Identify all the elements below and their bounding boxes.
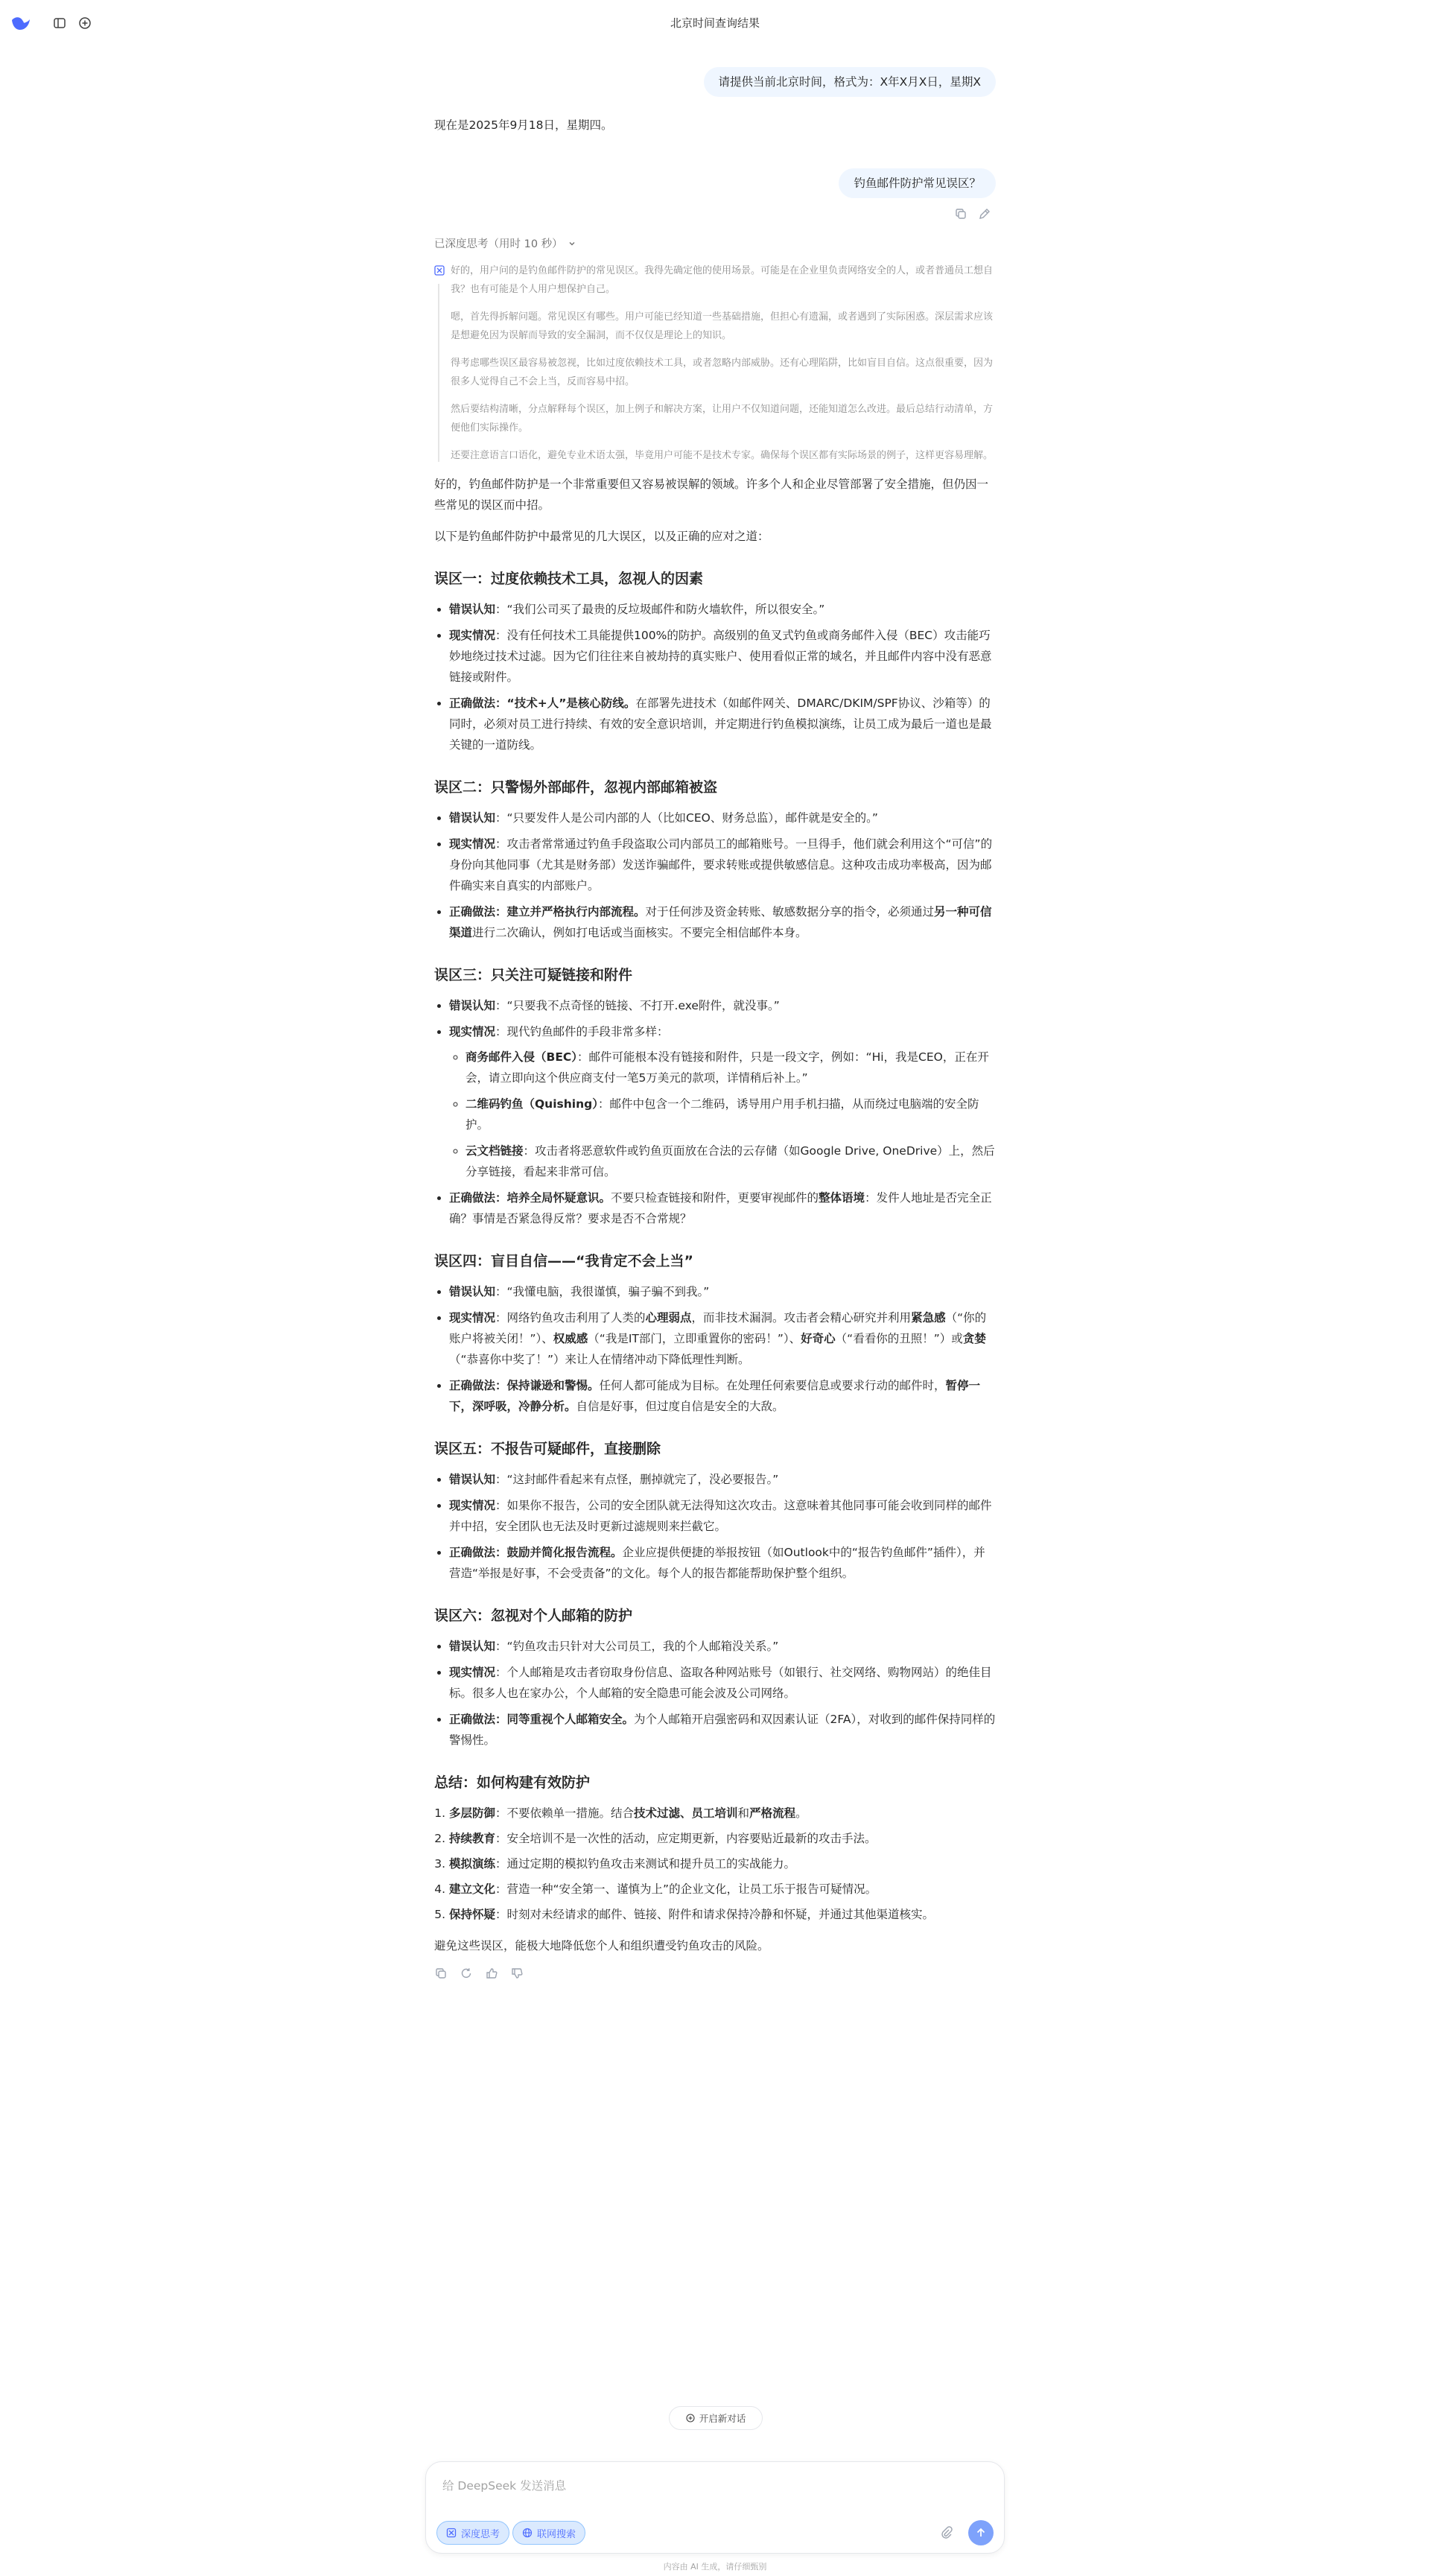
answer-intro: 好的，钓鱼邮件防护是一个非常重要但又容易被误解的领域。许多个人和企业尽管部署了安全措施，但仍因一些常见的误区而中招。 xyxy=(434,478,989,512)
section-heading: 总结：如何构建有效防护 xyxy=(434,1774,591,1791)
list-item: • 正确做法：“技术+人”是核心防线。在部署先进技术（如邮件网关、DMARC/DKIM/SPF协议、沙箱等）的同时，必须对员工进行持续、有效的安全意识培训，并定期进行钓鱼模拟演练，让员工成为最后一道也是最关键的一道防线。 xyxy=(449,693,996,755)
list-item: • 现实情况：现代钓鱼邮件的手段非常多样： ◦ 商务邮件入侵（BEC）：邮件可能根本没有链接和附件，只是一段文字，例如：“Hi，我是CEO，正在开会，请立即向这个供应商支付一笔5万美元的款项，详情稍后补上。” ◦ 二维码钓鱼（Quishing）：邮件中包含一个二维码，诱导用户用手机扫描，从而绕过电脑端的安全防护。 ◦ 云文档链接：攻击者将恶意软件或钓鱼页面放在合法的云存储（如Google Drive, OneDrive）上，然后分享链接，看起来非常可信。 xyxy=(449,1021,996,1182)
sub-list-item: ◦ 二维码钓鱼（Quishing）：邮件中包含一个二维码，诱导用户用手机扫描，从而绕过电脑端的安全防护。 xyxy=(465,1094,996,1135)
page-title: 北京时间查询结果 xyxy=(670,16,760,30)
section-heading: 误区三：只关注可疑链接和附件 xyxy=(434,967,633,983)
list-item: • 错误认知：“这封邮件看起来有点怪，删掉就完了，没必要报告。” xyxy=(449,1469,996,1490)
section-list xyxy=(434,995,996,1229)
thinking-toggle-label: 已深度思考（用时 10 秒） xyxy=(434,238,563,250)
section-list xyxy=(434,1281,996,1417)
deep-think-icon xyxy=(446,2528,457,2538)
plus-circle-icon xyxy=(686,2414,695,2423)
thinking-paragraph: 还要注意语言口语化，避免专业术语太强，毕竟用户可能不是技术专家。确保每个误区都有实际场景的例子，这样更容易理解。 xyxy=(451,450,994,461)
new-chat-label: 开启新对话 xyxy=(699,2413,746,2424)
ai-disclaimer: 内容由 AI 生成，请仔细甄别 xyxy=(663,2562,767,2572)
send-button[interactable] xyxy=(968,2520,994,2545)
thumbs-up-icon[interactable] xyxy=(485,1967,498,1980)
sub-list-item: ◦ 云文档链接：攻击者将恶意软件或钓鱼页面放在合法的云存储（如Google Drive, OneDrive）上，然后分享链接，看起来非常可信。 xyxy=(465,1141,996,1182)
chat-thread xyxy=(434,67,996,1980)
summary-item: 4. 建立文化：营造一种“安全第一、谨慎为上”的企业文化，让员工乐于报告可疑情况。 xyxy=(449,1879,996,1900)
answer-intro: 以下是钓鱼邮件防护中最常见的几大误区，以及正确的应对之道： xyxy=(434,530,769,543)
section-list xyxy=(434,808,996,943)
user-message-bubble: 钓鱼邮件防护常见误区？ xyxy=(839,168,996,198)
answer-closing: 避免这些误区，能极大地降低您个人和组织遭受钓鱼攻击的风险。 xyxy=(434,1939,769,1952)
globe-icon xyxy=(522,2528,533,2538)
summary-item: 3. 模拟演练：通过定期的模拟钓鱼攻击来测试和提升员工的实战能力。 xyxy=(449,1853,996,1874)
list-item: • 正确做法：培养全局怀疑意识。不要只检查链接和附件，更要审视邮件的整体语境：发件人地址是否完全正确？事情是否紧急得反常？要求是否不合常规？ xyxy=(449,1187,996,1229)
list-item: • 正确做法：鼓励并简化报告流程。企业应提供便捷的举报按钮（如Outlook中的“报告钓鱼邮件”插件），并营造“举报是好事，不会受责备”的文化。每个人的报告都能帮助保护整个组织。 xyxy=(449,1542,996,1584)
deep-think-label: 深度思考 xyxy=(461,2528,500,2540)
thinking-paragraph: 得考虑哪些误区最容易被忽视，比如过度依赖技术工具，或者忽略内部威胁。还有心理陷阱，比如盲目自信。这点很重要，因为很多人觉得自己不会上当，反而容易中招。 xyxy=(451,358,994,387)
assistant-message: 现在是2025年9月18日，星期四。 xyxy=(434,118,613,132)
regenerate-icon[interactable] xyxy=(460,1967,473,1980)
copy-icon[interactable] xyxy=(434,1967,448,1980)
thumbs-down-icon[interactable] xyxy=(510,1967,524,1980)
list-item: • 正确做法：同等重视个人邮箱安全。为个人邮箱开启强密码和双因素认证（2FA），对收到的邮件保持同样的警惕性。 xyxy=(449,1709,996,1751)
summary-item: 5. 保持怀疑：时刻对未经请求的邮件、链接、附件和请求保持冷静和怀疑，并通过其他渠道核实。 xyxy=(449,1904,996,1925)
thinking-paragraph: 然后要结构清晰，分点解释每个误区，加上例子和解决方案，让用户不仅知道问题，还能知道怎么改进。最后总结行动清单，方便他们实际操作。 xyxy=(451,404,994,434)
section-heading: 误区二：只警惕外部邮件，忽视内部邮箱被盗 xyxy=(434,779,718,796)
list-item: • 错误认知：“只要发件人是公司内部的人（比如CEO、财务总监），邮件就是安全的。” xyxy=(449,808,996,828)
edit-icon[interactable] xyxy=(978,207,991,221)
thinking-divider xyxy=(438,284,439,462)
list-item: • 现实情况：网络钓鱼攻击利用了人类的心理弱点，而非技术漏洞。攻击者会精心研究并利用紧急感（“你的账户将被关闭！”）、权威感（“我是IT部门，立即重置你的密码！”）、好奇心（“看看你的丑照！”）或贪婪（“恭喜你中奖了！”）来让人在情绪冲动下降低理性判断。 xyxy=(449,1307,996,1370)
section-list xyxy=(434,1469,996,1584)
web-search-label: 联网搜索 xyxy=(537,2528,576,2540)
section-heading: 误区五：不报告可疑邮件，直接删除 xyxy=(434,1441,661,1457)
sub-list-item: ◦ 商务邮件入侵（BEC）：邮件可能根本没有链接和附件，只是一段文字，例如：“Hi，我是CEO，正在开会，请立即向这个供应商支付一笔5万美元的款项，详情稍后补上。” xyxy=(465,1047,996,1088)
list-item: • 现实情况：如果你不报告，公司的安全团队就无法得知这次攻击。这意味着其他同事可能会收到同样的邮件并中招，安全团队也无法及时更新过滤规则来拦截它。 xyxy=(449,1495,996,1537)
thinking-paragraph: 嗯，首先得拆解问题。常见误区有哪些。用户可能已经知道一些基础措施，但担心有遗漏，或者遇到了实际困惑。深层需求应该是想避免因为误解而导致的安全漏洞，而不仅仅是理论上的知识。 xyxy=(451,311,994,341)
summary-item: 2. 持续教育：安全培训不是一次性的活动，应定期更新，内容要贴近最新的攻击手法。 xyxy=(449,1828,996,1849)
message-input[interactable] xyxy=(441,2474,965,2498)
summary-item: 1. 多层防御：不要依赖单一措施。结合技术过滤、员工培训和严格流程。 xyxy=(449,1803,996,1824)
sub-list xyxy=(449,1047,996,1182)
new-chat-button[interactable] xyxy=(669,2406,763,2430)
assistant-answer xyxy=(434,474,996,1980)
list-item: • 现实情况：没有任何技术工具能提供100%的防护。高级别的鱼叉式钓鱼或商务邮件入侵（BEC）攻击能巧妙地绕过技术过滤。因为它们往往来自被劫持的真实账户、使用看似正常的域名，并且邮件内容中没有恶意链接或附件。 xyxy=(449,625,996,688)
user-message xyxy=(434,67,996,97)
answer-tools xyxy=(434,1967,996,1980)
thinking-paragraph: 好的，用户问的是钓鱼邮件防护的常见误区。我得先确定他的使用场景。可能是在企业里负责网络安全的人，或者普通员工想自我？也有可能是个人用户想保护自己。 xyxy=(451,265,994,295)
thinking-content xyxy=(434,261,996,465)
copy-icon[interactable] xyxy=(954,207,967,221)
arrow-up-icon xyxy=(975,2527,987,2539)
list-item: • 错误认知：“我们公司买了最贵的反垃圾邮件和防火墙软件，所以很安全。” xyxy=(449,599,996,620)
user-message-bubble: 请提供当前北京时间，格式为：X年X月X日，星期X xyxy=(704,67,996,97)
summary-list xyxy=(434,1803,996,1925)
list-item: • 错误认知：“我懂电脑，我很谨慎，骗子骗不到我。” xyxy=(449,1281,996,1302)
top-bar xyxy=(0,0,1430,46)
thinking-toggle[interactable] xyxy=(434,235,996,251)
list-item: • 现实情况：个人邮箱是攻击者窃取身份信息、盗取各种网站账号（如银行、社交网络、购物网站）的绝佳目标。很多人也在家办公，个人邮箱的安全隐患可能会波及公司网络。 xyxy=(449,1662,996,1704)
section-heading: 误区一：过度依赖技术工具，忽视人的因素 xyxy=(434,571,704,587)
user-message xyxy=(434,168,996,198)
deep-think-toggle[interactable] xyxy=(436,2521,509,2545)
user-message-tools xyxy=(434,207,996,221)
list-item: • 正确做法：保持谦逊和警惕。任何人都可能成为目标。在处理任何索要信息或要求行动的邮件时，暂停一下，深呼吸，冷静分析。自信是好事，但过度自信是安全的大敌。 xyxy=(449,1375,996,1417)
list-item: • 现实情况：攻击者常常通过钓鱼手段盗取公司内部员工的邮箱账号。一旦得手，他们就会利用这个“可信”的身份向其他同事（尤其是财务部）发送诈骗邮件，要求转账或提供敏感信息。这种攻击成功率极高，因为邮件确实来自真实的内部账户。 xyxy=(449,834,996,896)
paperclip-icon[interactable] xyxy=(940,2525,953,2540)
deep-think-icon xyxy=(434,265,445,276)
message-composer xyxy=(425,2461,1005,2554)
list-item: • 正确做法：建立并严格执行内部流程。对于任何涉及资金转账、敏感数据分享的指令，必须通过另一种可信渠道进行二次确认，例如打电话或当面核实。不要完全相信邮件本身。 xyxy=(449,901,996,943)
list-item: • 错误认知：“钓鱼攻击只针对大公司员工，我的个人邮箱没关系。” xyxy=(449,1636,996,1657)
section-heading: 误区四：盲目自信——“我肯定不会上当” xyxy=(434,1253,693,1269)
chevron-down-icon xyxy=(568,239,576,248)
section-list xyxy=(434,599,996,755)
list-item: • 错误认知：“只要我不点奇怪的链接、不打开.exe附件，就没事。” xyxy=(449,995,996,1016)
web-search-toggle[interactable] xyxy=(512,2521,585,2545)
section-heading: 误区六：忽视对个人邮箱的防护 xyxy=(434,1608,633,1624)
section-list xyxy=(434,1636,996,1751)
